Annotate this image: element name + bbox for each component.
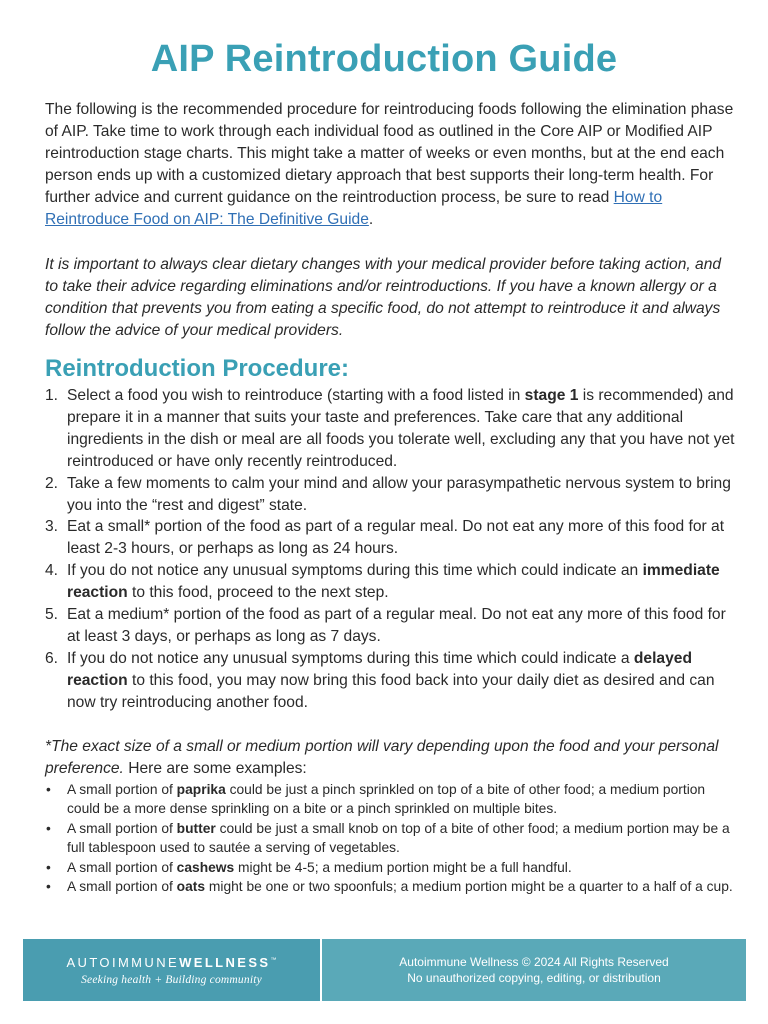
bullet-icon: •: [46, 859, 51, 875]
example-food: butter: [176, 820, 216, 836]
bullet-icon: •: [46, 879, 51, 895]
distribution-notice: No unauthorized copying, editing, or distribution: [407, 971, 661, 985]
bullet-icon: •: [46, 782, 51, 797]
example-item: [45, 877, 735, 896]
procedure-step: [45, 516, 735, 560]
example-text-end: might be 4-5; a medium portion might be a full handful.: [234, 859, 572, 875]
example-text: A small portion of: [67, 782, 177, 797]
portion-examples-list: [45, 780, 735, 896]
procedure-step: [45, 385, 735, 473]
procedure-step: [45, 473, 735, 517]
page-footer: [23, 939, 746, 1001]
example-item: [45, 780, 735, 819]
step-text: If you do not notice any unusual symptoms during this time which could indicate an: [67, 562, 643, 580]
procedure-step: [45, 648, 735, 714]
step-emphasis: immediate reaction: [67, 562, 720, 602]
step-number: 6.: [45, 649, 59, 667]
page-title: AIP Reintroduction Guide: [150, 38, 618, 80]
procedure-heading: Reintroduction Procedure:: [45, 355, 350, 382]
example-item: [45, 858, 735, 877]
example-text-end: might be one or two spoonfuls; a medium portion might be a quarter to a half of a cup.: [205, 879, 733, 895]
logo-wordmark: [66, 955, 276, 970]
procedure-step: [45, 560, 735, 604]
definitive-guide-link[interactable]: How to Reintroduce Food on AIP: The Definitive Guide: [45, 188, 663, 228]
example-text: A small portion of: [67, 879, 177, 895]
example-text: A small portion of: [67, 859, 177, 875]
example-text: A small portion of: [67, 820, 177, 836]
intro-text: The following is the recommended procedure for reintroducing foods following the elimination phase of AIP. Take time to work through each individual food as outlined in the Core AIP or Modified AIP reintroduction stage charts. This might take a matter of weeks or even months, but at the end each person ends up with a customized dietary approach that best supports their long-term health. For further advice and current guidance on the reintroduction process, be sure to read: [45, 101, 734, 206]
step-emphasis: delayed reaction: [67, 649, 692, 689]
step-text: Select a food you wish to reintroduce (starting with a food listed in: [67, 387, 525, 404]
step-text: Take a few moments to calm your mind and allow your parasympathetic nervous system to bring you into the “rest and digest” state.: [67, 474, 731, 514]
example-item: [45, 819, 735, 858]
brand-logo: [23, 939, 320, 1001]
step-number: 4.: [45, 562, 59, 580]
step-text: Eat a small* portion of the food as part of a regular meal. Do not eat any more of this food for at least 2-3 hours, or perhaps as long as 24 hours.: [67, 518, 725, 558]
medical-disclaimer: It is important to always clear dietary changes with your medical provider before taking action, and to take their advice regarding eliminations and/or reintroductions. If you have a known allergy or a condition that prevents you from eating a specific food, do not attempt to reintroduce it and always follow the advice of your medical providers.: [45, 256, 722, 339]
logo-word-bold: WELLNESS: [179, 954, 271, 970]
portion-footnote-italic: *The exact size of a small or medium portion will vary depending upon the food and your personal preference.: [45, 738, 719, 777]
trademark-symbol: ™: [270, 957, 277, 964]
procedure-step: [45, 604, 735, 648]
portion-footnote-text: Here are some examples:: [123, 759, 307, 777]
step-text-end: to this food, you may now bring this food back into your daily diet as desired and can now try reintroducing another food.: [67, 671, 715, 711]
step-text: If you do not notice any unusual symptoms during this time which could indicate a: [67, 649, 634, 667]
example-text-end: could be just a pinch sprinkled on top of a bite of other food; a medium portion could be a more dense sprinkling on a bite or a pinch sprinkled on multiple bites.: [67, 782, 706, 817]
portion-footnote: [45, 736, 735, 780]
footer-legal: [322, 939, 746, 1001]
step-text: Eat a medium* portion of the food as part of a regular meal. Do not eat any more of this food for at least 3 days, or perhaps as long as 7 days.: [67, 606, 726, 645]
copyright-text: Autoimmune Wellness © 2024 All Rights Reserved: [399, 955, 669, 969]
bullet-icon: •: [46, 820, 51, 836]
step-text-end: to this food, proceed to the next step.: [127, 584, 389, 602]
step-text-end: is recommended) and prepare it in a manner that suits your taste and preferences. Take care that any additional ingredients in the dish or meal are all foods you tolerate well, excluding any that you have not yet reintroduced or have only recently reintroduced.: [67, 387, 735, 470]
example-text-end: could be just a small knob on top of a bite of other food; a medium portion may be a full tablespoon used to sautée a serving of vegetables.: [67, 820, 730, 856]
example-food: cashews: [176, 859, 235, 875]
step-number: 3.: [45, 518, 59, 536]
example-food: oats: [176, 879, 206, 895]
intro-paragraph: [45, 99, 735, 230]
step-emphasis: stage 1: [524, 387, 579, 404]
step-number: 2.: [45, 474, 59, 492]
step-number: 1.: [45, 387, 59, 404]
logo-word-light: AUTOIMMUNE: [66, 954, 180, 970]
intro-text-end: .: [368, 210, 374, 228]
logo-tagline: Seeking health + Building community: [81, 973, 262, 986]
procedure-steps-list: [45, 385, 735, 714]
step-number: 5.: [45, 606, 59, 624]
example-food: paprika: [176, 782, 226, 797]
